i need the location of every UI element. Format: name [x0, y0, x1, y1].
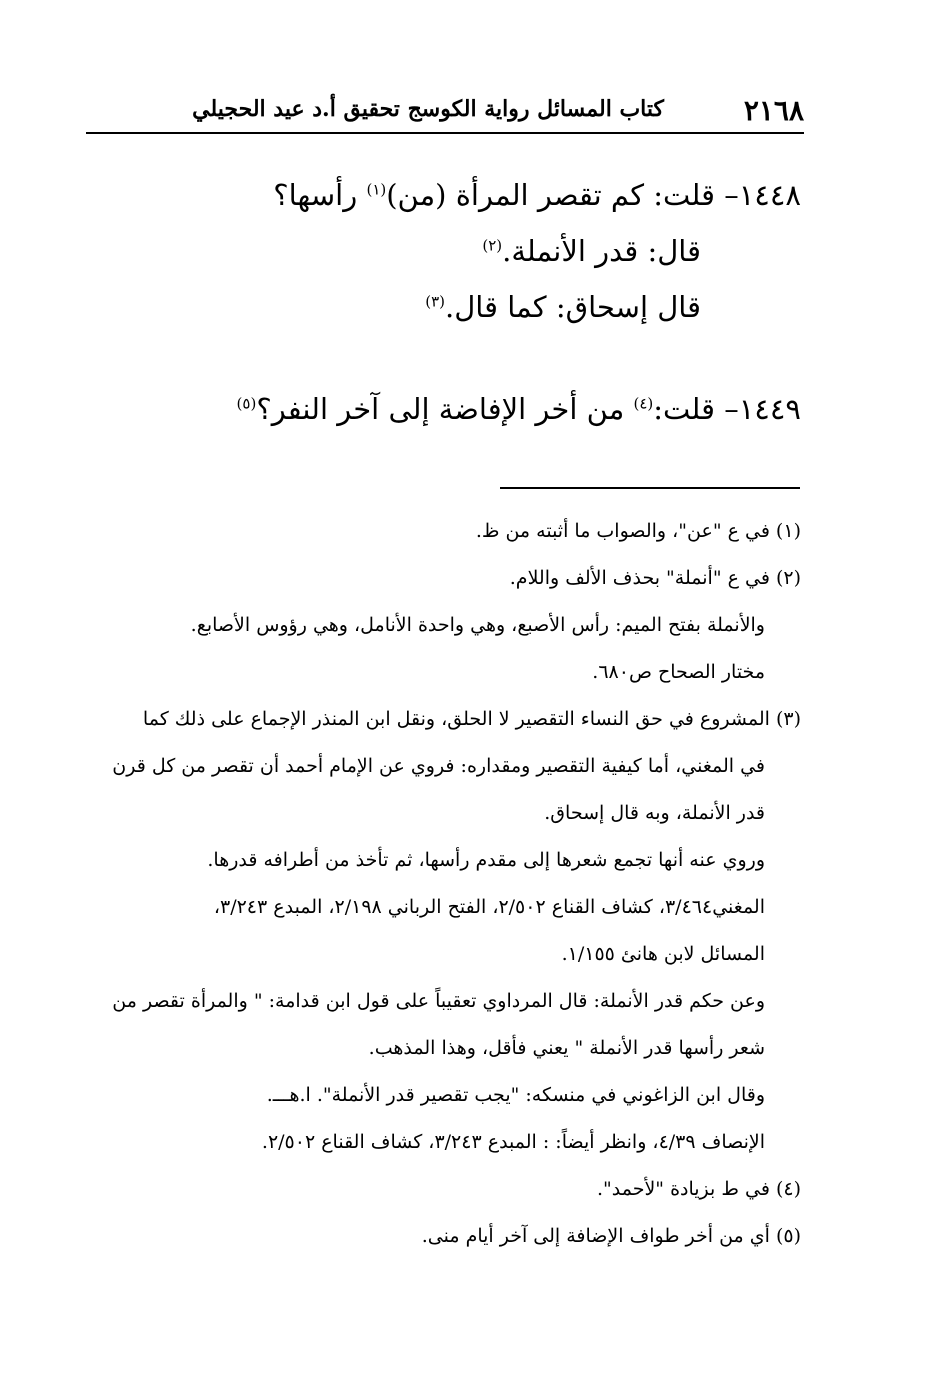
footnote-separator: [500, 487, 800, 489]
header-rule: [86, 132, 804, 134]
footnote-marker: (٢): [482, 236, 503, 255]
question-text: قلت: كم تقصر المرأة (من): [386, 178, 715, 212]
footnote-3-line: الإنصاف ٤/٣٩، وانظر أيضاً: : المبدع ٣/٢٤٣، كشاف القناع ٢/٥٠٢.: [261, 1131, 765, 1153]
footnote-3-line: قدر الأنملة، وبه قال إسحاق.: [544, 802, 765, 824]
question-text-end: من أخر الإفاضة إلى آخر النفر؟: [256, 392, 634, 426]
footnote-3-line: شعر رأسها قدر الأنملة " يعني فأقل، وهذا المذهب.: [368, 1037, 765, 1059]
answer-text: قال إسحاق: كما قال.: [444, 290, 701, 324]
footnote-marker: (٤): [633, 394, 654, 413]
question-text-end: رأسها؟: [273, 178, 367, 212]
footnote-3-line: المغني٣/٤٦٤، كشاف القناع ٢/٥٠٢، الفتح الرباني ٢/١٩٨، المبدع ٣/٢٤٣،: [213, 896, 765, 918]
footnote-3-line: المسائل لابن هانئ ١/١٥٥.: [561, 943, 765, 965]
entry-number: ١٤٤٨–: [724, 178, 801, 212]
footnote-3-line: وعن حكم قدر الأنملة: قال المرداوي تعقيباً على قول ابن قدامة: " والمرأة تقصر من: [112, 990, 765, 1012]
footnote-2: (٢) في ع "أنملة" بحذف الألف واللام.: [509, 567, 801, 589]
question-1448: [273, 178, 801, 212]
running-title: كتاب المسائل رواية الكوسج تحقيق أ.د عيد الحجيلي: [192, 96, 664, 122]
page-number: ٢١٦٨: [743, 94, 804, 127]
footnote-3-line: وقال ابن الزاغوني في منسكه: "يجب تقصير قدر الأنملة". ا.هـــ.: [266, 1084, 765, 1106]
footnote-1: (١) في ع "عن"، والصواب ما أثبته من ظ.: [475, 520, 801, 542]
question-text: قلت:: [653, 392, 715, 426]
answer-ahmad-1448: [482, 234, 701, 268]
footnote-4: (٤) في ط بزيادة "لأحمد".: [596, 1178, 801, 1200]
question-1449: [237, 392, 801, 426]
footnote-marker: (٣): [425, 292, 445, 311]
footnote-marker: (٥): [236, 394, 257, 413]
footnote-marker: (١): [366, 180, 387, 199]
footnote-3-line: في المغني، أما كيفية التقصير ومقداره: فروي عن الإمام أحمد أن تقصر من كل قرن: [112, 755, 765, 777]
footnote-5: (٥) أي من أخر طواف الإضافة إلى آخر أيام منى.: [421, 1225, 801, 1247]
answer-ishaq-1448: [425, 290, 701, 324]
running-header: [86, 92, 804, 130]
footnote-3-line: وروي عنه أنها تجمع شعرها إلى مقدم رأسها، ثم تأخذ من أطرافه قدرها.: [207, 849, 765, 871]
footnote-2-line: والأنملة بفتح الميم: رأس الأصبع، وهي واحدة الأنامل، وهي رؤوس الأصابع.: [190, 614, 765, 636]
footnote-2-line: مختار الصحاح ص٦٨٠.: [592, 661, 765, 683]
answer-text: قال: قدر الأنملة.: [502, 234, 701, 268]
entry-number: ١٤٤٩–: [724, 392, 801, 426]
footnote-3: (٣) المشروع في حق النساء التقصير لا الحلق، ونقل ابن المنذر الإجماع على ذلك كما: [142, 708, 801, 730]
